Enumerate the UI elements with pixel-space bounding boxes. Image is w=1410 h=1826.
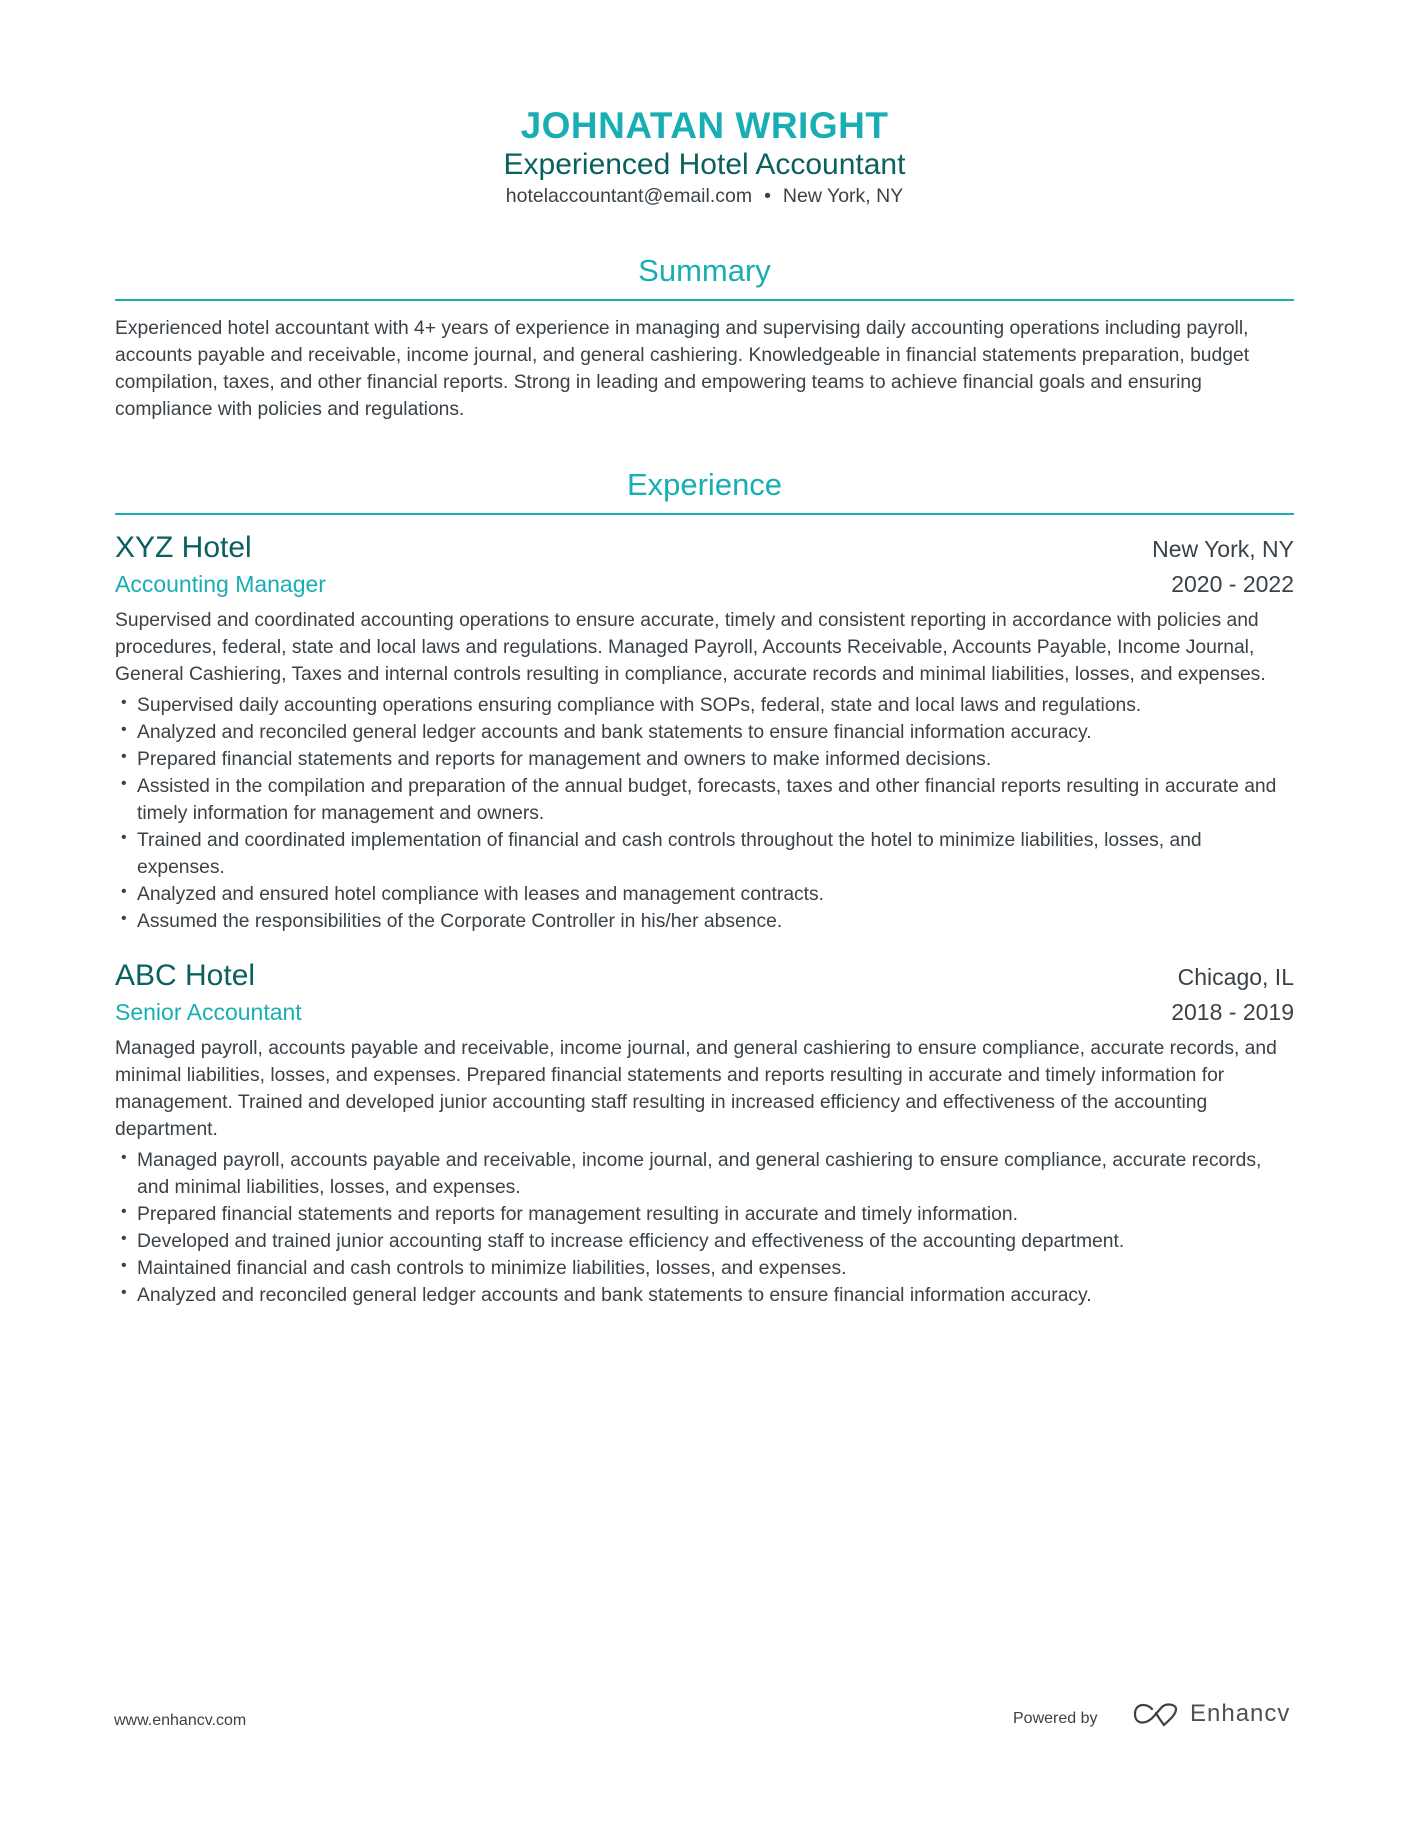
- bullet-item: • Trained and coordinated implementation of financial and cash controls throughout the hotel to minimize liabilities, losses, and expenses.: [137, 827, 1294, 881]
- bullet-item: • Analyzed and ensured hotel compliance with leases and management contracts.: [137, 881, 1294, 908]
- bullet-item: • Maintained financial and cash controls to minimize liabilities, losses, and expenses.: [137, 1255, 1294, 1282]
- candidate-name: JOHNATAN WRIGHT: [520, 105, 889, 146]
- job-bullets: [115, 1147, 1294, 1309]
- bullet-item: • Assisted in the compilation and preparation of the annual budget, forecasts, taxes and other financial reports resulting in accurate and timely information for management and owners.: [137, 773, 1294, 827]
- separator: •: [764, 185, 771, 207]
- email[interactable]: hotelaccountant@email.com: [505, 185, 753, 207]
- summary-heading: Summary: [115, 251, 1294, 301]
- contact-line: [115, 183, 1294, 209]
- brand-name: Enhancv: [1190, 1700, 1291, 1727]
- bullet-item: • Prepared financial statements and reports for management resulting in accurate and timely information.: [137, 1201, 1294, 1228]
- location: New York, NY: [782, 185, 904, 207]
- company-name: ABC Hotel: [115, 959, 256, 992]
- enhancv-logo: [1132, 1700, 1290, 1728]
- experience-heading: Experience: [115, 465, 1294, 515]
- job-location: Chicago, IL: [1177, 964, 1294, 990]
- bullet-item: • Analyzed and reconciled general ledger accounts and bank statements to ensure financial information accuracy.: [137, 1282, 1294, 1309]
- footer-url[interactable]: www.enhancv.com: [114, 1712, 247, 1729]
- job-bullets: [115, 692, 1294, 935]
- resume-page: [115, 0, 1294, 1309]
- job-description: Supervised and coordinated accounting operations to ensure accurate, timely and consistent reporting in accordance with policies and procedures, federal, state and local laws and regulations. Managed Payroll, Accounts Receivable, Accounts Payable, Income Journal, General Cashiering, Taxes and internal controls resulting in compliance, accurate records and minimal liabilities, losses, and expenses.: [115, 610, 1266, 685]
- infinity-heart-icon: [1132, 1701, 1180, 1727]
- job-entry: [115, 529, 1294, 935]
- company-name: XYZ Hotel: [115, 531, 252, 564]
- candidate-title: Experienced Hotel Accountant: [503, 148, 906, 181]
- job-dates: 2020 - 2022: [1171, 571, 1294, 597]
- bullet-item: • Prepared financial statements and reports for management and owners to make informed decisions.: [137, 746, 1294, 773]
- bullet-item: • Supervised daily accounting operations ensuring compliance with SOPs, federal, state and local laws and regulations.: [137, 692, 1294, 719]
- bullet-item: • Developed and trained junior accounting staff to increase efficiency and effectiveness of the accounting department.: [137, 1228, 1294, 1255]
- summary-text: Experienced hotel accountant with 4+ years of experience in managing and supervising daily accounting operations including payroll, accounts payable and receivable, income journal, and general cashiering. Knowledgeable in financial statements preparation, budget compilation, taxes, and other financial reports. Strong in leading and empowering teams to achieve financial goals and ensuring compliance with policies and regulations.: [115, 318, 1250, 420]
- experience-list: [115, 529, 1294, 1309]
- job-entry: [115, 957, 1294, 1309]
- powered-by: Powered by: [1013, 1710, 1098, 1727]
- bullet-item: • Managed payroll, accounts payable and receivable, income journal, and general cashiering to ensure compliance, accurate records, and minimal liabilities, losses, and expenses.: [137, 1147, 1294, 1201]
- job-location: New York, NY: [1152, 536, 1294, 562]
- job-role: Accounting Manager: [115, 571, 326, 597]
- bullet-item: • Assumed the responsibilities of the Corporate Controller in his/her absence.: [137, 908, 1294, 935]
- job-role: Senior Accountant: [115, 999, 302, 1025]
- job-dates: 2018 - 2019: [1171, 999, 1294, 1025]
- bullet-item: • Analyzed and reconciled general ledger accounts and bank statements to ensure financial information accuracy.: [137, 719, 1294, 746]
- job-description: Managed payroll, accounts payable and receivable, income journal, and general cashiering to ensure compliance, accurate records, and minimal liabilities, losses, and expenses. Prepared financial statements and reports resulting in accurate and timely information for management. Trained and developed junior accounting staff resulting in increased efficiency and effectiveness of the accounting department.: [115, 1038, 1277, 1140]
